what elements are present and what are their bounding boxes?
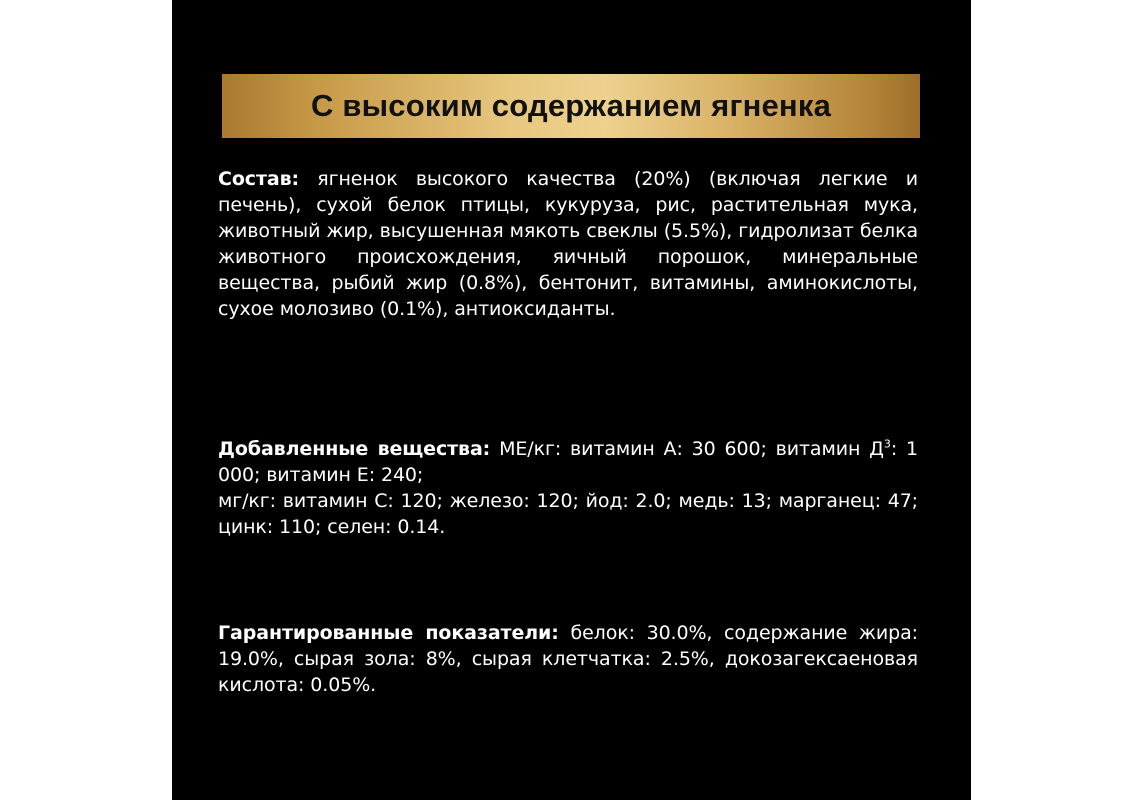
additives-text-3: мг/кг: витамин С: 120; железо: 120; йод: 2.0; медь: 13; марганец: 47; цинк: 110; селен: 0.14. <box>218 490 918 538</box>
additives-section <box>218 436 918 540</box>
banner-title: С высоким содержанием ягненка <box>310 88 832 123</box>
guarantee-text: белок: 30.0%, содержание жира: 19.0%, сырая зола: 8%, сырая клетчатка: 2.5%, докозагексаеновая кислота: 0.05%. <box>218 622 918 696</box>
guarantee-label: Гарантированные показатели: <box>218 622 559 644</box>
composition-label: Состав: <box>218 168 300 190</box>
composition-section <box>218 166 918 322</box>
title-banner <box>222 74 920 138</box>
additives-superscript: 3 <box>883 437 891 451</box>
composition-text: ягненок высокого качества (20%) (включая легкие и печень), сухой белок птицы, кукуруза, рис, растительная мука, животный жир, высушенная мякоть свеклы (5.5%), гидролизат белка животного происхождения, яичный порошок, минеральные вещества, рыбий жир (0.8%), бентонит, витамины, аминокислоты, сухое молозиво (0.1%), антиоксиданты. <box>218 168 918 320</box>
product-info-panel <box>172 0 971 800</box>
additives-label: Добавленные вещества: <box>218 438 491 460</box>
additives-text-2: : 1 000; витамин Е: 240; <box>218 438 918 486</box>
guarantee-section <box>218 620 918 698</box>
additives-text-1: МЕ/кг: витамин А: 30 600; витамин Д <box>490 438 884 460</box>
